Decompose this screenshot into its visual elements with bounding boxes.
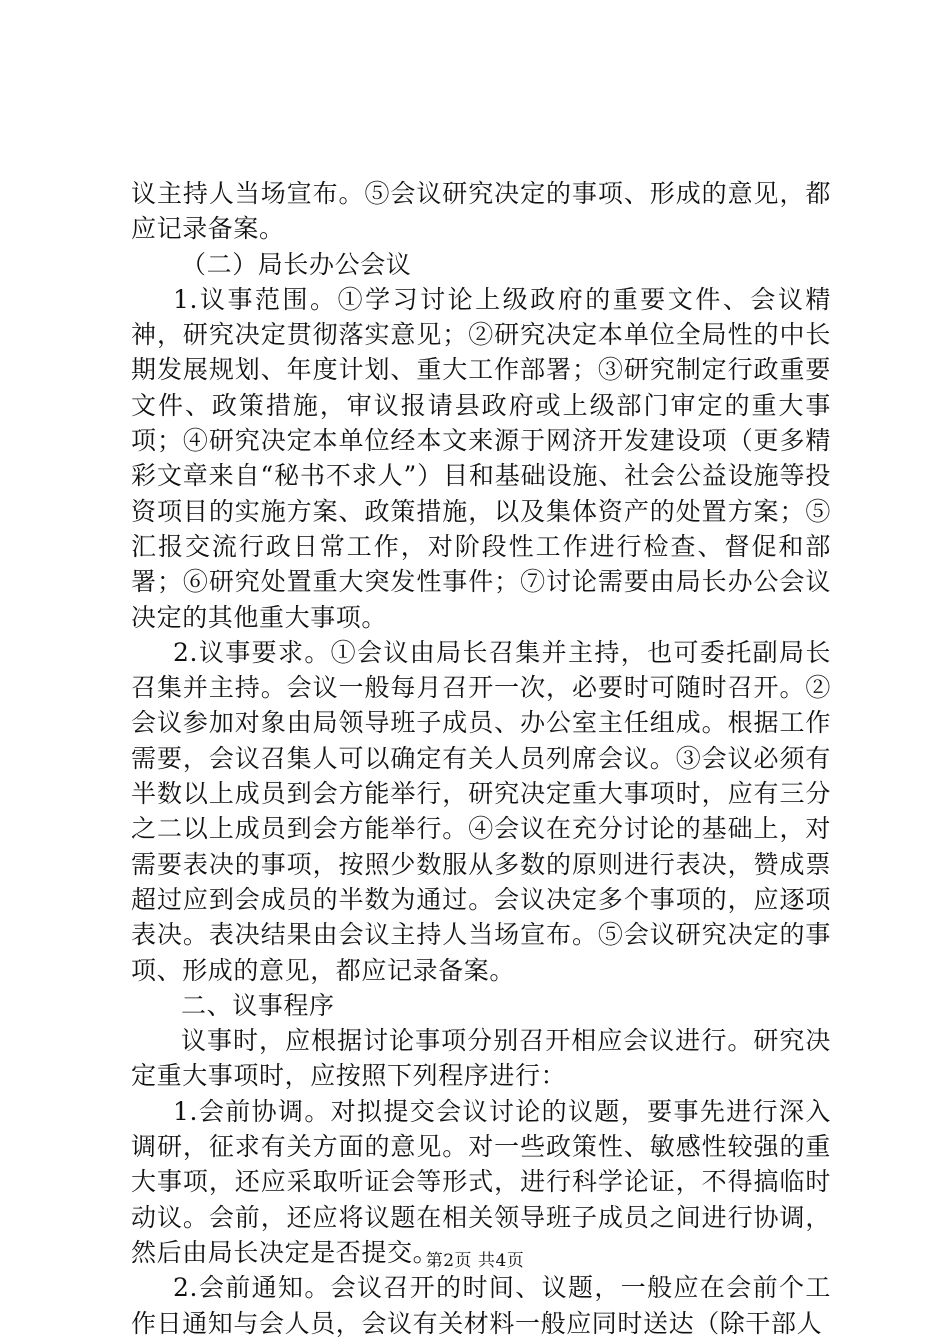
section-heading-director-meeting: （二）局长办公会议 bbox=[181, 249, 412, 279]
paragraph-pre-meeting-notice: 2.会前通知。会议召开的时间、议题，一般应在会前个工作日通知与会人员，会议有关材料一般应同时送达（除干部人 bbox=[131, 1273, 831, 1338]
paragraph-continuation: 议主持人当场宣布。⑤会议研究决定的事项、形成的意见，都应记录备案。 bbox=[131, 179, 831, 244]
document-body bbox=[131, 176, 831, 1341]
paragraph-pre-meeting-coordination: 1.会前协调。对拟提交会议讨论的议题，要事先进行深入调研，征求有关方面的意见。对一些政策性、敏感性较强的重大事项，还应采取听证会等形式，进行科学论证，不得搞临时动议。会前，还应将议题在相关领导班子成员之间进行协调，然后由局长决定是否提交。 bbox=[131, 1096, 831, 1267]
paragraph-scope: 1.议事范围。①学习讨论上级政府的重要文件、会议精神，研究决定贯彻落实意见；②研究决定本单位全局性的中长期发展规划、年度计划、重大工作部署；③研究制定行政重要文件、政策措施，审议报请县政府或上级部门审定的重大事项；④研究决定本单位经本文来源于网济开发建设项（更多精彩文章来自“秘书不求人”）目和基础设施、社会公益设施等投资项目的实施方案、政策措施，以及集体资产的处置方案；⑤汇报交流行政日常工作，对阶段性工作进行检查、督促和部署；⑥研究处置重大突发性事件；⑦讨论需要由局长办公会议决定的其他重大事项。 bbox=[131, 284, 831, 632]
section-heading-procedure: 二、议事程序 bbox=[181, 990, 335, 1020]
page-number-footer: 第2页 共4页 bbox=[425, 1251, 525, 1271]
paragraph-procedure-intro: 议事时，应根据讨论事项分别召开相应会议进行。研究决定重大事项时，应按照下列程序进行： bbox=[131, 1026, 831, 1091]
paragraph-requirements: 2.议事要求。①会议由局长召集并主持，也可委托副局长召集并主持。会议一般每月召开一次，必要时可随时召开。②会议参加对象由局领导班子成员、办公室主任组成。根据工作需要，会议召集人可以确定有关人员列席会议。③会议必须有半数以上成员到会方能举行，研究决定重大事项时，应有三分之二以上成员到会方能举行。④会议在充分讨论的基础上，对需要表决的事项，按照少数服从多数的原则进行表决，赞成票超过应到会成员的半数为通过。会议决定多个事项的，应逐项表决。表决结果由会议主持人当场宣布。⑤会议研究决定的事项、形成的意见，都应记录备案。 bbox=[131, 637, 831, 985]
